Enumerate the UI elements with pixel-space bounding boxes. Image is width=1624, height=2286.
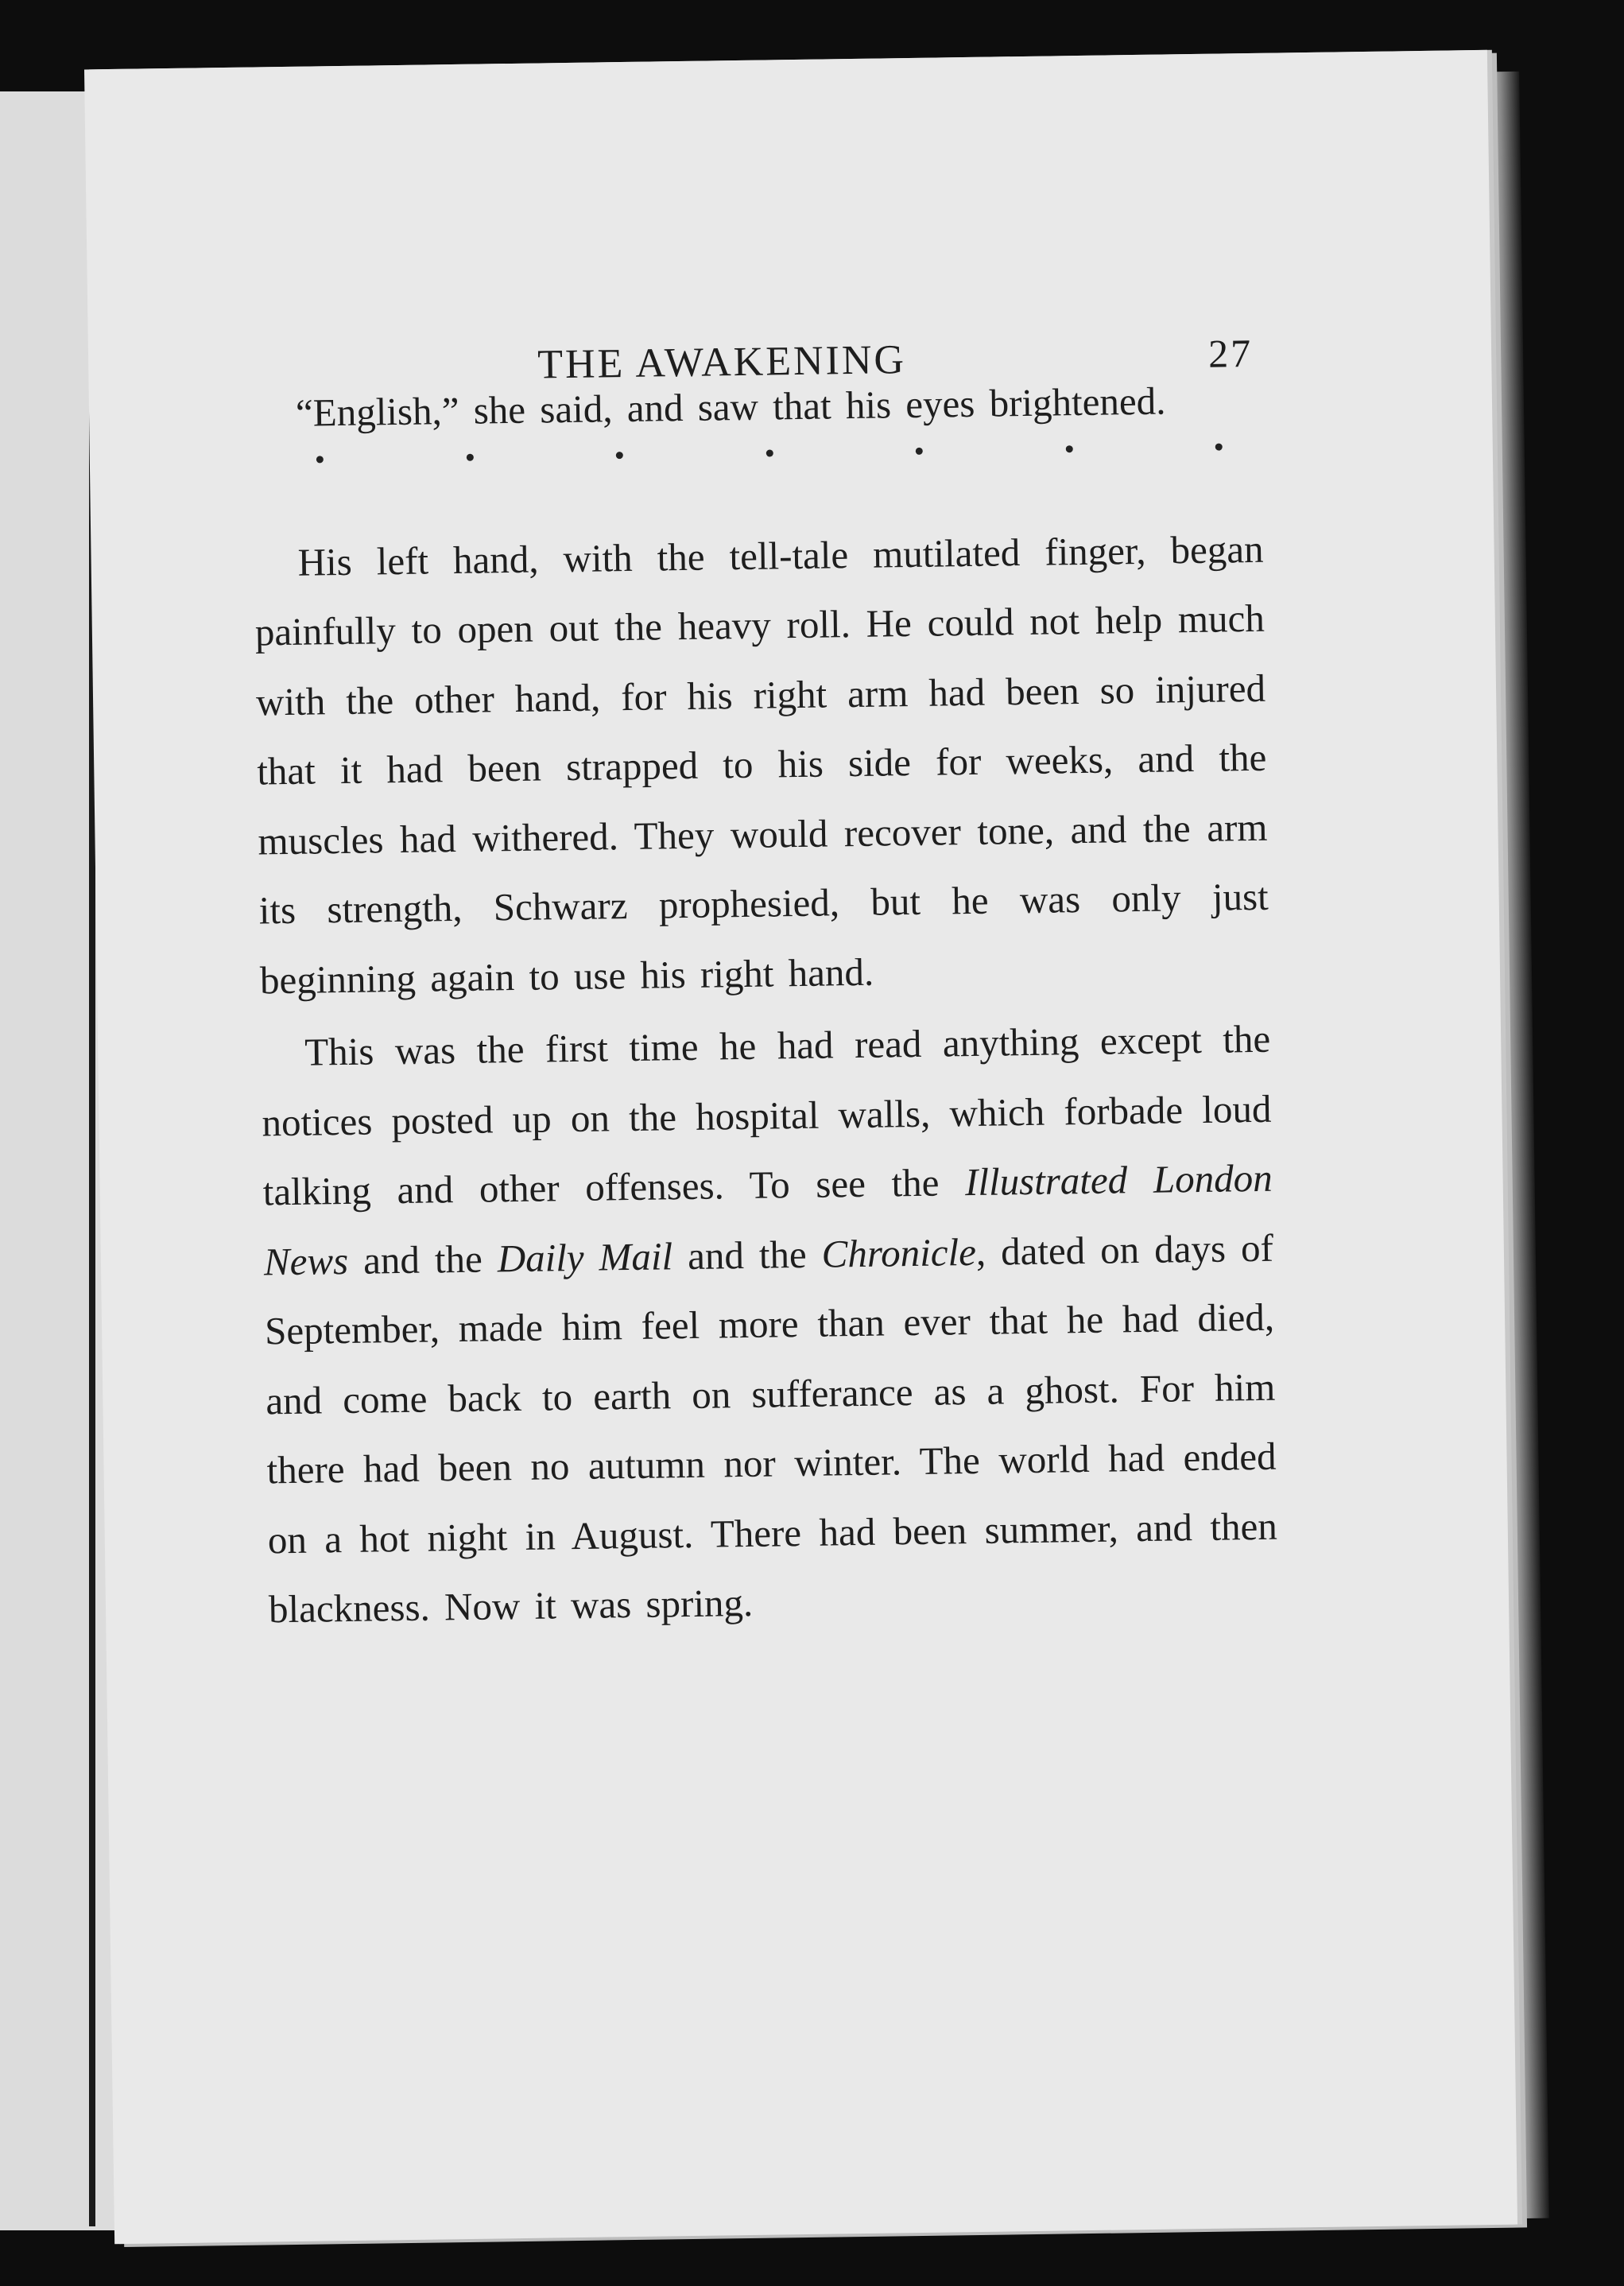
periodical-title-chronicle: Chronicle <box>821 1229 977 1276</box>
paragraph-3-text-a: This was the first time he had read anything except the notices posted up on the hospital walls, which forbade loud talking and other offenses. To see the <box>262 1016 1272 1214</box>
section-break-dot <box>316 456 324 463</box>
section-break-dot <box>1065 445 1072 452</box>
section-break-dot <box>916 447 923 454</box>
paragraph-3-text-c: and the <box>672 1232 823 1278</box>
page-content <box>250 284 1279 1644</box>
periodical-title-daily-mail: Daily Mail <box>497 1233 673 1280</box>
running-head <box>250 284 1261 388</box>
paragraph-1: “English,” she said, and saw that his eyes brightened. <box>295 378 1166 435</box>
paragraph-2: His left hand, with the tell-tale mutilated finger, began painfully to open out the heavy roll. He could not help much with the other hand, for his right arm had been so injured that it had been strapped to his side for weeks, and the muscles had withered. They would recover tone, and the arm its strength, Schwarz prophesied, but he was only just beginning again to use his right hand. <box>254 526 1269 1002</box>
section-break-dot <box>765 449 773 456</box>
section-break-dot <box>466 453 473 460</box>
section-break-dot <box>1215 443 1223 450</box>
page-number: 27 <box>1207 330 1254 376</box>
paragraph-3 <box>261 1004 1279 1644</box>
paragraph-3-text-b: and the <box>347 1236 498 1283</box>
book-page <box>84 50 1517 2244</box>
periodical-title-illustrated-london-news: Illustrated London News <box>263 1155 1273 1283</box>
paragraph-3-text-d: , dated on days of September, made him feel more than ever that he had died, and come back to earth on sufferance as a ghost. For him there had been no autumn nor winter. The world had ended on a hot night in August. There had been summer, and then blackness. Now it was spring. <box>264 1225 1278 1632</box>
section-break-dot <box>616 452 623 459</box>
running-title: THE AWAKENING <box>537 337 907 388</box>
